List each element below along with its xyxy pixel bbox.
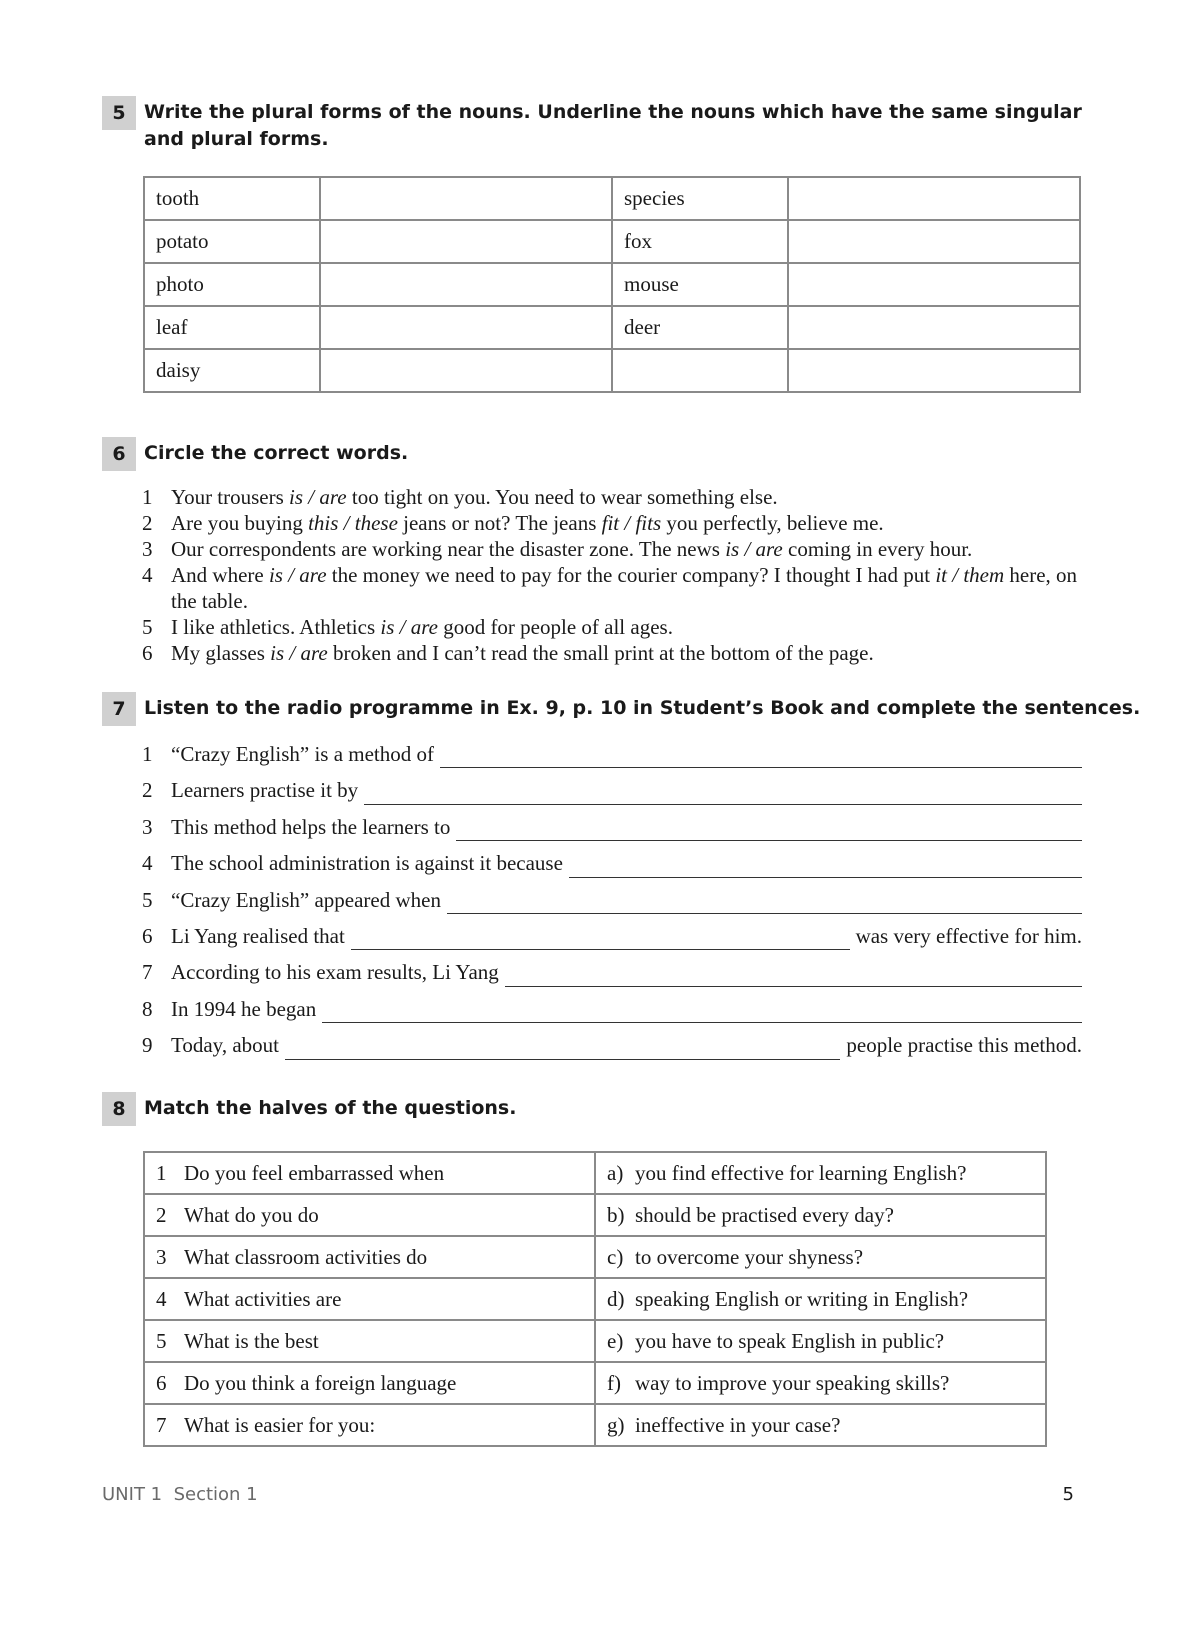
item-number: 5 — [142, 615, 153, 639]
list-item — [142, 614, 1082, 640]
plural-forms-table — [143, 176, 1081, 393]
circle-words-list — [142, 484, 1082, 666]
exercise-6-header — [102, 437, 408, 471]
question-start-cell[interactable] — [144, 1404, 595, 1446]
item-key: 4 — [156, 1286, 167, 1311]
page-number: 5 — [1062, 1484, 1074, 1505]
text-segment: too tight on you. You need to wear something else. — [346, 485, 778, 509]
question-start-cell[interactable] — [144, 1194, 595, 1236]
item-text: to overcome your shyness? — [635, 1244, 864, 1269]
item-text — [171, 640, 1082, 666]
sentence-start: “Crazy English” is a method of — [171, 742, 435, 766]
text-segment: here, on the table. — [171, 563, 1078, 613]
answer-cell[interactable] — [320, 177, 612, 220]
question-start-cell[interactable] — [144, 1152, 595, 1194]
item-text: you have to speak English in public? — [635, 1328, 945, 1353]
noun-cell: leaf — [144, 306, 320, 349]
question-start-cell[interactable] — [144, 1320, 595, 1362]
exercise-8-header — [102, 1092, 516, 1126]
item-text — [171, 510, 1082, 536]
word-choice[interactable]: fit / fits — [601, 511, 662, 535]
text-segment: I like athletics. Athletics — [171, 615, 381, 639]
answer-cell[interactable] — [788, 263, 1080, 306]
item-text: What activities are — [184, 1286, 342, 1311]
item-number: 8 — [142, 996, 153, 1021]
text-segment: coming in every hour. — [782, 537, 973, 561]
word-choice[interactable]: this / these — [308, 511, 398, 535]
text-segment: jeans or not? The jeans — [397, 511, 602, 535]
answer-cell[interactable] — [320, 263, 612, 306]
exercise-number: 8 — [102, 1092, 136, 1126]
answer-line[interactable] — [505, 985, 1082, 987]
item-number: 6 — [142, 923, 153, 948]
table-row — [144, 220, 1080, 263]
exercise-title: Listen to the radio programme in Ex. 9, p. 10 in Student’s Book and complete the sentences. — [144, 697, 1141, 719]
noun-cell: fox — [612, 220, 788, 263]
answer-line[interactable] — [351, 948, 850, 950]
item-key: a) — [607, 1160, 624, 1185]
word-choice[interactable]: is / are — [268, 563, 327, 587]
answer-cell[interactable] — [788, 349, 1080, 392]
answer-cell[interactable] — [320, 220, 612, 263]
question-end-cell[interactable] — [595, 1152, 1046, 1194]
item-key: f) — [607, 1370, 621, 1395]
item-number: 4 — [142, 563, 153, 587]
word-choice[interactable]: is / are — [725, 537, 783, 561]
item-text: Do you think a foreign language — [184, 1370, 457, 1395]
item-text: What is the best — [184, 1328, 319, 1353]
table-row — [144, 306, 1080, 349]
item-key: 2 — [156, 1202, 167, 1227]
text-segment: good for people of all ages. — [437, 615, 673, 639]
question-end-cell[interactable] — [595, 1404, 1046, 1446]
item-text: ineffective in your case? — [635, 1412, 841, 1437]
item-number: 2 — [142, 511, 153, 535]
item-key: 3 — [156, 1244, 167, 1269]
question-start-cell[interactable] — [144, 1236, 595, 1278]
item-number: 2 — [142, 778, 153, 803]
question-end-cell[interactable] — [595, 1236, 1046, 1278]
answer-line[interactable] — [285, 1058, 840, 1060]
item-number: 9 — [142, 1033, 153, 1058]
item-text — [171, 614, 1082, 640]
answer-line[interactable] — [322, 1021, 1082, 1023]
table-row — [144, 177, 1080, 220]
sentence-start: According to his exam results, Li Yang — [171, 960, 499, 985]
question-end-cell[interactable] — [595, 1278, 1046, 1320]
item-key: 7 — [156, 1412, 167, 1437]
table-row — [144, 1320, 1046, 1362]
word-choice[interactable]: is / are — [289, 485, 347, 509]
noun-cell: photo — [144, 263, 320, 306]
item-text: Do you feel embarrassed when — [184, 1160, 445, 1185]
match-halves-table — [143, 1151, 1047, 1447]
noun-cell: species — [612, 177, 788, 220]
item-key: g) — [607, 1412, 625, 1437]
item-text — [171, 562, 1082, 614]
answer-line[interactable] — [440, 766, 1082, 768]
list-item — [142, 924, 1082, 960]
list-item — [142, 640, 1082, 666]
noun-cell: daisy — [144, 349, 320, 392]
list-item — [142, 851, 1082, 887]
sentence-end: was very effective for him. — [855, 923, 1082, 948]
sentence-start: This method helps the learners to — [171, 814, 451, 839]
sentence-start: Learners practise it by — [171, 778, 359, 803]
item-number: 1 — [142, 742, 153, 766]
text-segment: My glasses — [171, 641, 271, 665]
list-item — [142, 510, 1082, 536]
item-text: should be practised every day? — [635, 1202, 894, 1227]
word-choice[interactable]: is / are — [380, 615, 438, 639]
noun-cell — [612, 349, 788, 392]
text-segment: Your trousers — [171, 485, 290, 509]
item-key: 1 — [156, 1160, 167, 1185]
footer-unit: UNIT 1 Section 1 — [102, 1484, 258, 1505]
sentence-start: Today, about — [171, 1033, 279, 1058]
exercise-number: 7 — [102, 692, 136, 726]
list-item — [142, 1033, 1082, 1069]
item-number: 3 — [142, 814, 153, 839]
item-text — [171, 484, 1082, 510]
item-key: 5 — [156, 1328, 167, 1353]
item-text: you find effective for learning English? — [635, 1160, 967, 1185]
noun-cell: potato — [144, 220, 320, 263]
item-key: 6 — [156, 1370, 167, 1395]
answer-line[interactable] — [456, 839, 1082, 841]
question-start-cell[interactable] — [144, 1278, 595, 1320]
sentence-end: people practise this method. — [846, 1033, 1082, 1058]
table-row — [144, 1194, 1046, 1236]
exercise-title: Write the plural forms of the nouns. Underline the nouns which have the same singular and plural forms. — [144, 101, 1082, 150]
item-text — [171, 536, 1082, 562]
list-item — [142, 536, 1082, 562]
table-row — [144, 1236, 1046, 1278]
exercise-number: 5 — [102, 96, 136, 130]
item-key: c) — [607, 1244, 624, 1269]
list-item — [142, 562, 1082, 614]
list-item — [142, 997, 1082, 1033]
item-number: 4 — [142, 851, 153, 876]
text-segment: broken and I can’t read the small print at the bottom of the page. — [327, 641, 874, 665]
table-row — [144, 263, 1080, 306]
list-item — [142, 778, 1082, 814]
exercise-number: 6 — [102, 437, 136, 471]
answer-cell[interactable] — [788, 177, 1080, 220]
list-item — [142, 815, 1082, 851]
table-row — [144, 1152, 1046, 1194]
answer-cell[interactable] — [788, 306, 1080, 349]
item-number: 1 — [142, 485, 153, 509]
answer-cell[interactable] — [788, 220, 1080, 263]
sentence-start: Li Yang realised that — [171, 923, 345, 948]
item-text: What is easier for you: — [184, 1412, 376, 1437]
question-start-cell[interactable] — [144, 1362, 595, 1404]
table-row — [144, 1278, 1046, 1320]
item-number: 5 — [142, 887, 153, 912]
item-number: 3 — [142, 537, 153, 561]
item-key: b) — [607, 1202, 625, 1227]
list-item — [142, 888, 1082, 924]
item-number: 6 — [142, 641, 153, 665]
item-text: way to improve your speaking skills? — [635, 1370, 950, 1395]
list-item — [142, 484, 1082, 510]
answer-line[interactable] — [569, 876, 1082, 878]
question-end-cell[interactable] — [595, 1362, 1046, 1404]
item-text: What do you do — [184, 1202, 319, 1227]
item-text: What classroom activities do — [184, 1244, 428, 1269]
text-segment: And where — [171, 563, 269, 587]
text-segment: the money we need to pay for the courier company? I thought I had put — [326, 563, 936, 587]
table-row — [144, 1404, 1046, 1446]
table-row — [144, 349, 1080, 392]
item-key: e) — [607, 1328, 624, 1353]
sentence-start: “Crazy English” appeared when — [171, 887, 441, 912]
text-segment: you perfectly, believe me. — [661, 511, 884, 535]
answer-line[interactable] — [447, 912, 1082, 914]
question-end-cell[interactable] — [595, 1194, 1046, 1236]
answer-cell[interactable] — [320, 349, 612, 392]
word-choice[interactable]: it / them — [935, 563, 1005, 587]
answer-cell[interactable] — [320, 306, 612, 349]
text-segment: Are you buying — [171, 511, 309, 535]
answer-line[interactable] — [364, 803, 1082, 805]
list-item — [142, 742, 1082, 778]
item-number: 7 — [142, 960, 153, 985]
item-text: speaking English or writing in English? — [635, 1286, 969, 1311]
sentence-start: The school administration is against it because — [171, 851, 563, 876]
noun-cell: deer — [612, 306, 788, 349]
list-item — [142, 960, 1082, 996]
noun-cell: tooth — [144, 177, 320, 220]
word-choice[interactable]: is / are — [270, 641, 328, 665]
complete-sentences-list — [142, 742, 1082, 1070]
item-key: d) — [607, 1286, 625, 1311]
question-end-cell[interactable] — [595, 1320, 1046, 1362]
exercise-5-header — [102, 96, 1082, 153]
noun-cell: mouse — [612, 263, 788, 306]
exercise-7-header — [102, 692, 1140, 726]
table-row — [144, 1362, 1046, 1404]
exercise-title: Circle the correct words. — [144, 442, 409, 464]
sentence-start: In 1994 he began — [171, 996, 317, 1021]
text-segment: Our correspondents are working near the disaster zone. The news — [171, 537, 726, 561]
exercise-title: Match the halves of the questions. — [144, 1097, 517, 1119]
